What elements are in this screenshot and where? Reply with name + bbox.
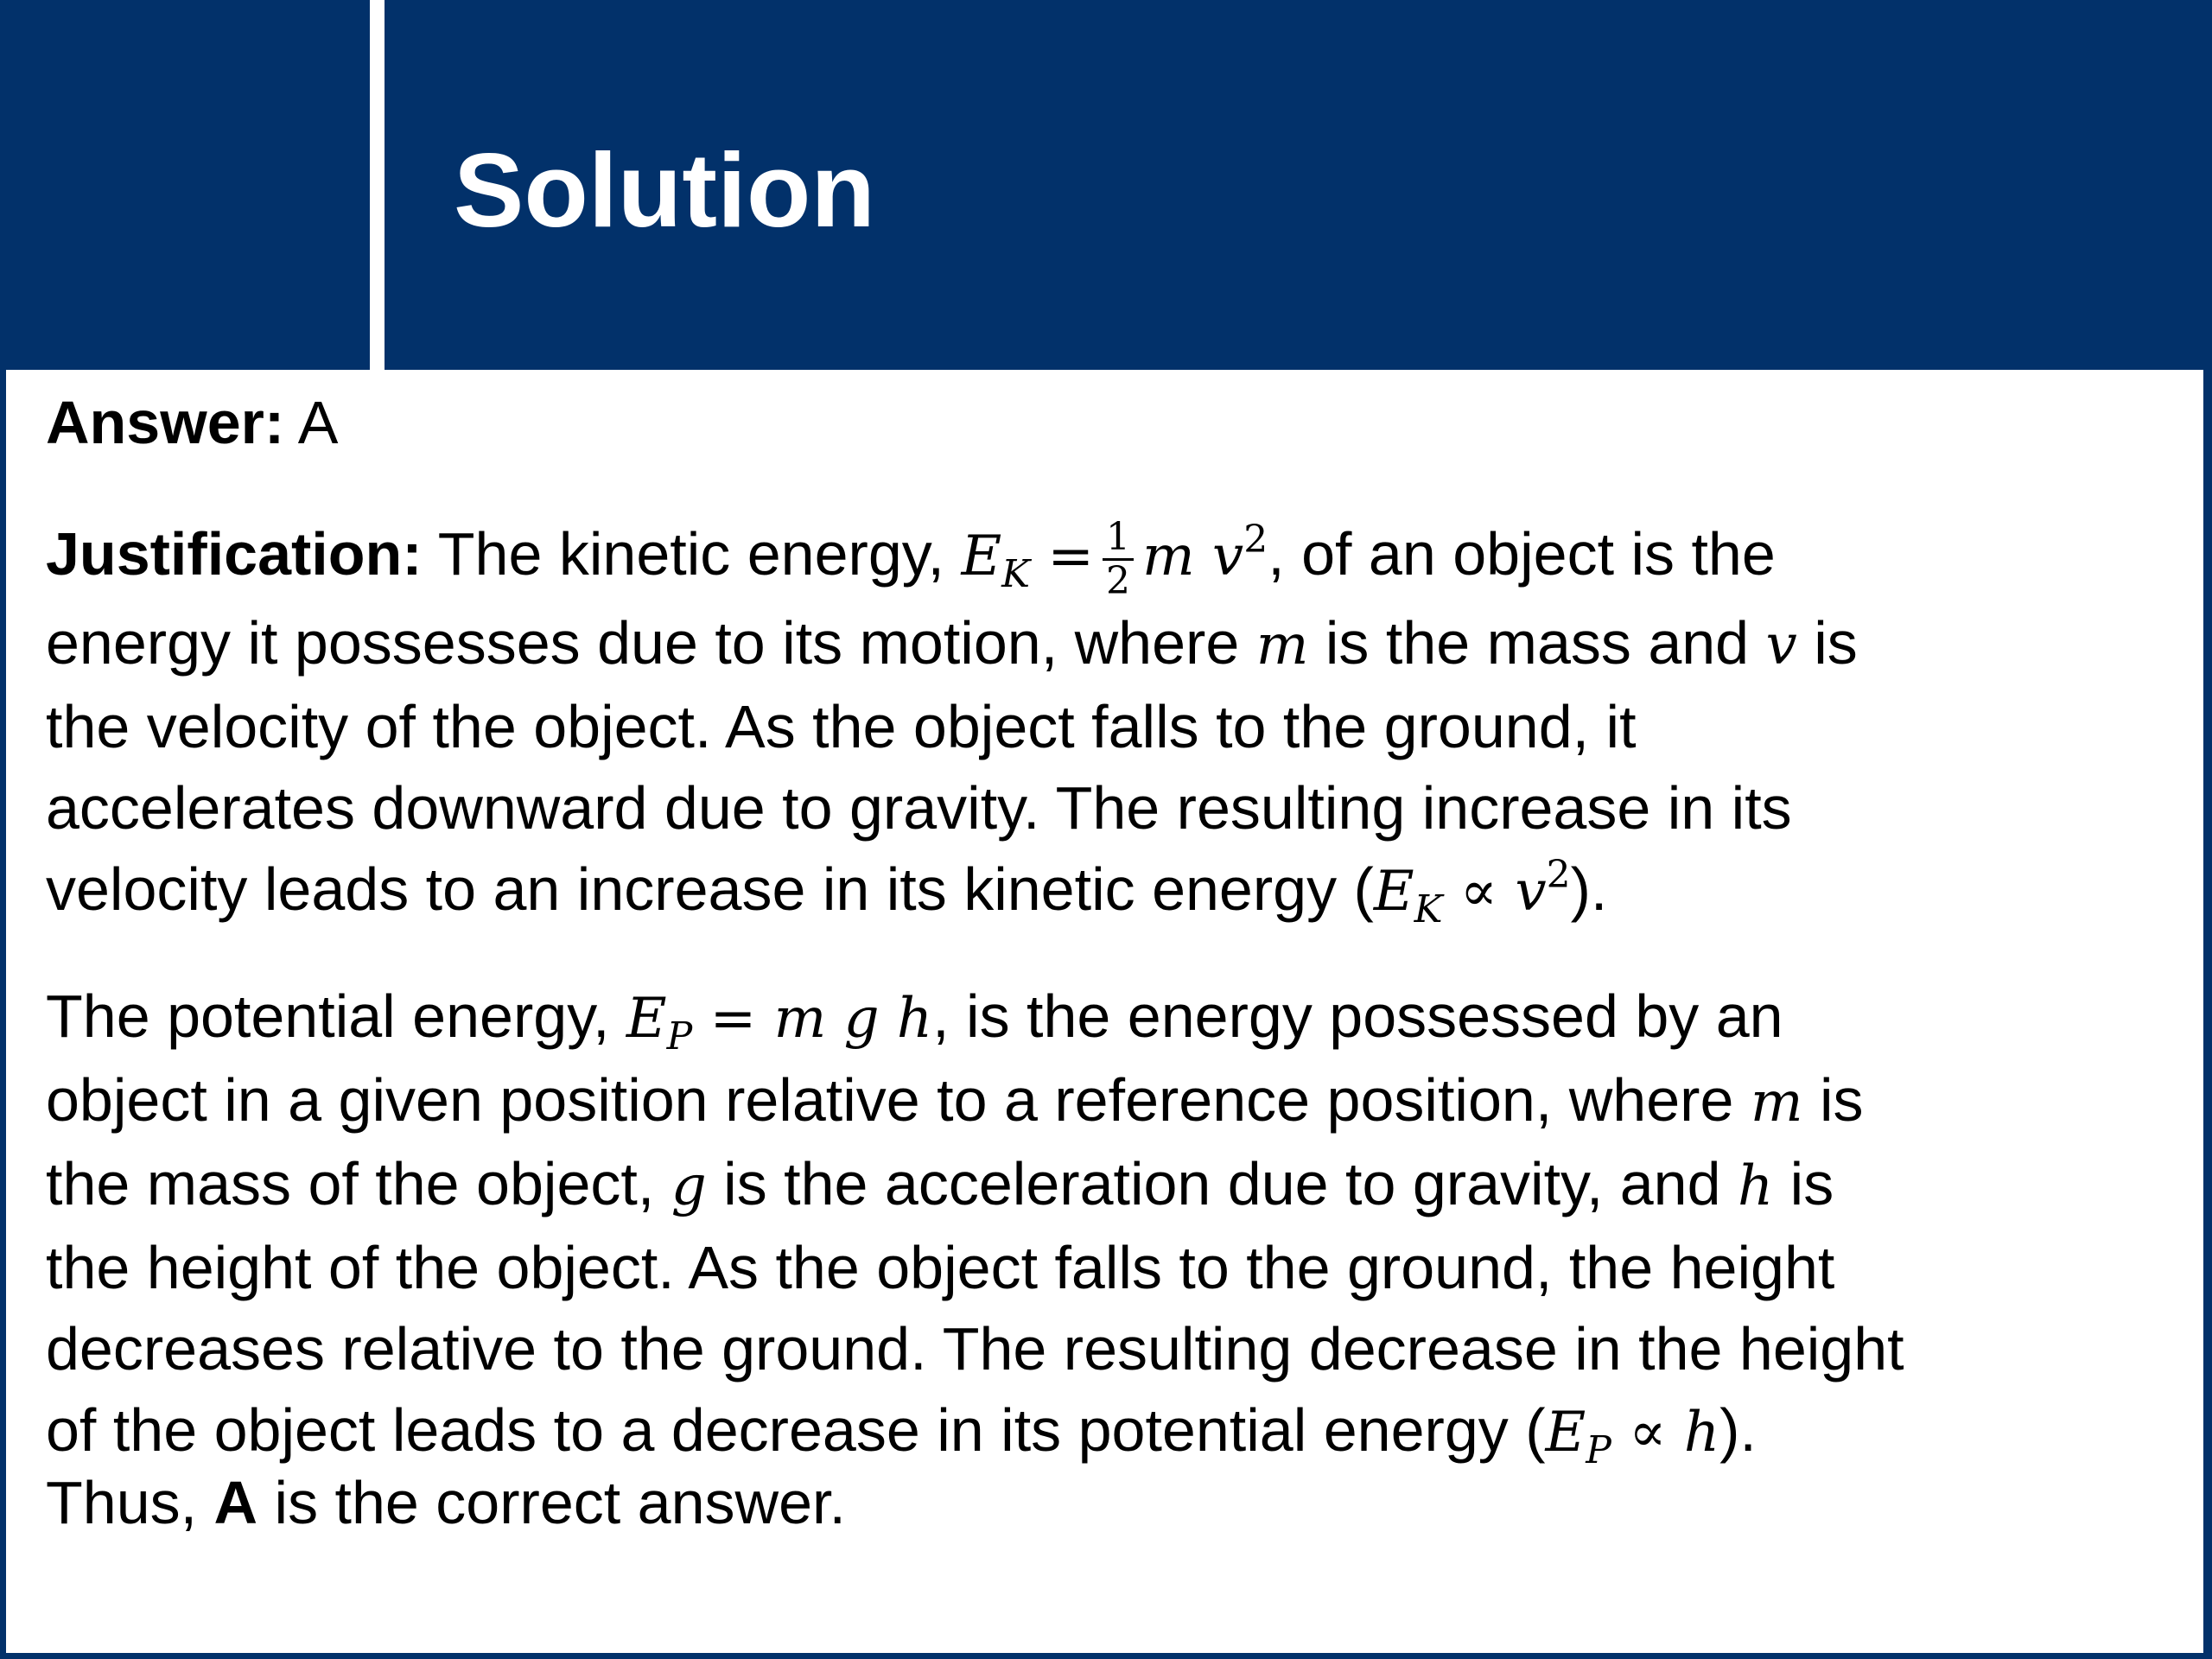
page-title: Solution bbox=[454, 131, 875, 249]
text-span: is the correct answer. bbox=[274, 1469, 846, 1536]
math-sub: P bbox=[1586, 1428, 1611, 1472]
fraction bbox=[1103, 517, 1134, 602]
fraction-numerator: 1 bbox=[1103, 517, 1134, 561]
text-span: is bbox=[1814, 609, 1858, 677]
justification-line-4: accelerates downward due to gravity. The resulting increase in its bbox=[46, 774, 1792, 842]
text-span: of the object leads to a decrease in its potential energy ( bbox=[46, 1396, 1546, 1464]
text-span: The potential energy, bbox=[46, 982, 610, 1050]
content-panel bbox=[6, 370, 2203, 1653]
math-var: E bbox=[626, 987, 667, 1051]
math-var: E bbox=[1545, 1401, 1586, 1465]
potential-line-2 bbox=[46, 1059, 1904, 1143]
kinetic-energy-formula bbox=[961, 515, 1268, 603]
text-span: energy it possesses due to its motion, where bbox=[46, 609, 1240, 677]
text-span: , of an object is the bbox=[1268, 520, 1776, 588]
math-op: ∝ bbox=[1629, 1401, 1667, 1465]
potential-line-1 bbox=[46, 976, 1904, 1059]
math-sup: 2 bbox=[1243, 518, 1268, 562]
math-op: = bbox=[1047, 524, 1095, 588]
math-expression: m g h bbox=[773, 987, 933, 1051]
math-sub: P bbox=[666, 1014, 693, 1058]
kinetic-proportionality bbox=[1373, 853, 1571, 931]
justification-line-3: the velocity of the object. As the object falls to the ground, it bbox=[46, 693, 1637, 760]
potential-line-5: decreases relative to the ground. The resulting decrease in the height bbox=[46, 1315, 1904, 1382]
text-span: object in a given position relative to a reference position, where bbox=[46, 1066, 1734, 1134]
conclusion-answer-letter: A bbox=[213, 1469, 258, 1536]
text-span: Thus, bbox=[46, 1469, 198, 1536]
math-var: h bbox=[1738, 1154, 1774, 1218]
math-var: m bbox=[1255, 613, 1309, 677]
math-var: g bbox=[671, 1154, 707, 1218]
math-op: ∝ bbox=[1459, 860, 1498, 924]
text-span: ). bbox=[1719, 1396, 1757, 1464]
potential-line-6 bbox=[46, 1389, 1904, 1473]
justification-paragraph bbox=[46, 513, 1858, 932]
justification-label: Justification: bbox=[46, 520, 423, 588]
text-span: is the acceleration due to gravity, and bbox=[723, 1150, 1721, 1217]
text-span: the mass of the object, bbox=[46, 1150, 655, 1217]
math-var: v bbox=[1212, 524, 1244, 588]
text-span: is the mass and bbox=[1325, 609, 1750, 677]
math-var: E bbox=[1373, 860, 1414, 924]
answer-line bbox=[46, 382, 338, 463]
potential-line-3 bbox=[46, 1143, 1904, 1227]
justification-line-5 bbox=[46, 849, 1858, 932]
conclusion-line bbox=[46, 1462, 846, 1543]
text-span: velocity leads to an increase in its kinetic energy ( bbox=[46, 855, 1374, 923]
math-sub: K bbox=[1001, 552, 1031, 596]
justification-line-1 bbox=[46, 513, 1858, 602]
math-op: = bbox=[709, 987, 757, 1051]
text-span: is bbox=[1819, 1066, 1864, 1134]
math-sup: 2 bbox=[1546, 853, 1571, 897]
header-divider bbox=[370, 0, 385, 370]
answer-value: A bbox=[297, 389, 339, 456]
justification-line-2 bbox=[46, 602, 1858, 686]
text-span: , is the energy possessed by an bbox=[932, 982, 1783, 1050]
math-var: v bbox=[1765, 613, 1797, 677]
potential-line-4: the height of the object. As the object falls to the ground, the height bbox=[46, 1234, 1835, 1301]
potential-energy-paragraph bbox=[46, 976, 1904, 1473]
math-var: m bbox=[1750, 1071, 1803, 1135]
potential-proportionality bbox=[1545, 1401, 1720, 1472]
math-var: h bbox=[1683, 1401, 1720, 1465]
math-sub: K bbox=[1414, 887, 1443, 931]
math-var: m bbox=[1142, 524, 1195, 588]
math-var: E bbox=[961, 524, 1002, 588]
potential-energy-formula bbox=[626, 987, 933, 1058]
math-var: v bbox=[1515, 860, 1547, 924]
text-span: is bbox=[1789, 1150, 1834, 1217]
text-span: The kinetic energy, bbox=[437, 520, 944, 588]
answer-label: Answer: bbox=[46, 389, 285, 456]
text-span: ). bbox=[1570, 855, 1608, 923]
header-bar bbox=[0, 0, 2212, 370]
fraction-denominator: 2 bbox=[1106, 559, 1131, 603]
